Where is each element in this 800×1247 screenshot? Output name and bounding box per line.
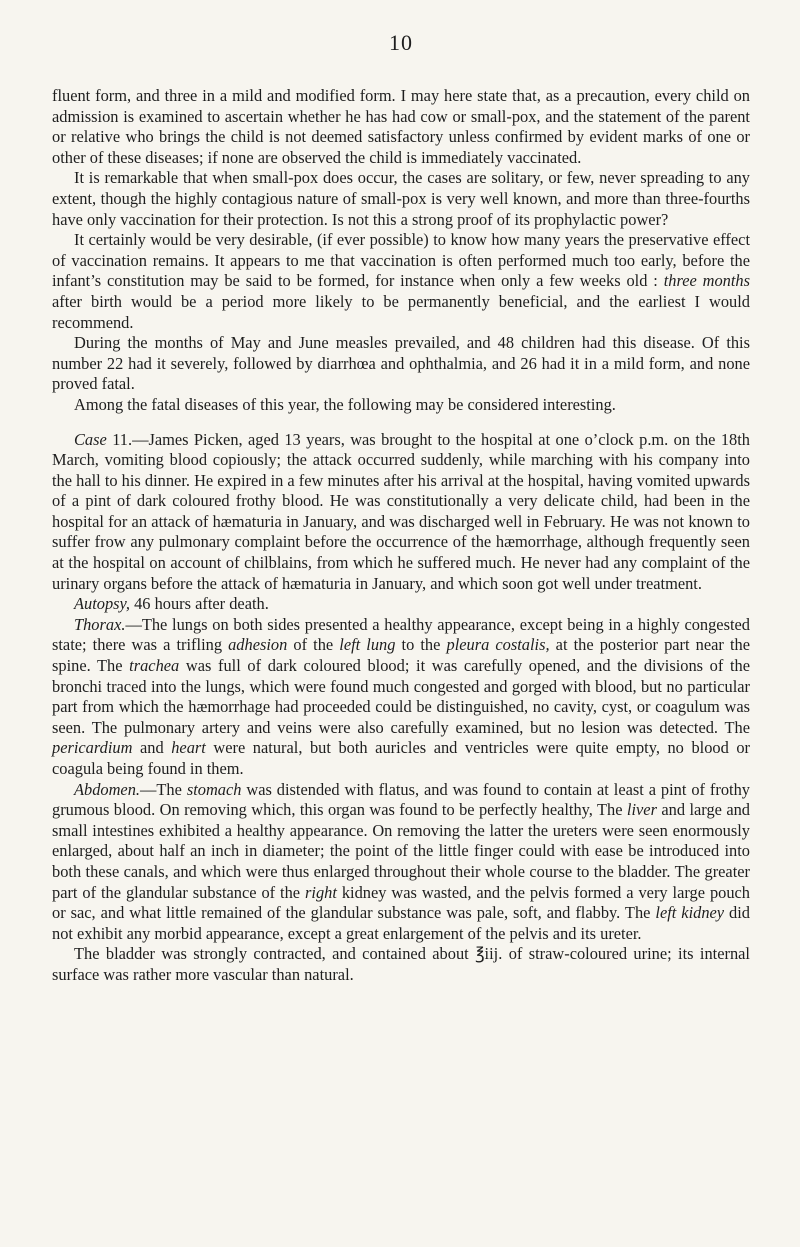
page-number: 10 [389, 30, 413, 55]
italic-text: trachea [129, 656, 180, 676]
italic-text: Abdomen. [74, 779, 141, 799]
text-segment: 11.—James Picken, aged 13 years, was brought to the hospital at one o’clock p.m. on the 18th March, vomiting blood copiously; the attack occurred suddenly, while marching with his company into the hall to his dinner. He expired in a few minutes after his arrival at the hospital, having vomited upwards of a pint of dark coloured frothy blood. He was constitutionally a very delicate child, had been in the hospital for an attack of hæmaturia in January, and was discharged well in February. He was not known to suffer frow any pulmonary complaint before the occurrence of the hæmorrhage, although frequently seen at the hospital on account of chilblains, from which he suffered much. He never had any complaint of the urinary organs before the attack of hæmaturia in January, and which soon got well under treatment. [52, 429, 750, 593]
body-text [52, 86, 750, 986]
text-segment: and [132, 738, 172, 758]
text-segment: after birth would be a period more likely to be permanently beneficial, and the earliest I would recommend. [52, 291, 750, 332]
paragraph-p4 [52, 333, 750, 395]
text-segment: was distended with flatus, and was found to contain at least a pint of frothy grumous blood. On removing which, this organ was found to be perfectly healthy, The [52, 779, 750, 820]
paragraph-p10 [52, 944, 750, 985]
text-segment: 46 hours after death. [130, 594, 269, 614]
paragraph-p3 [52, 230, 750, 333]
paragraph-p5 [52, 395, 750, 416]
italic-text: heart [171, 738, 206, 758]
text-segment: did not exhibit any morbid appearance, except a great enlargement of the pelvis and its ureter. [52, 903, 750, 943]
text-segment: kidney was wasted, and the pelvis formed a very large pouch or sac, and what little remained of the glandular substance was pale, soft, and flabby. The [52, 882, 750, 923]
italic-text: Case [74, 429, 107, 449]
italic-text: left kidney [655, 903, 725, 923]
paragraph-p9 [52, 780, 750, 945]
paragraph-p6 [52, 430, 750, 595]
text-segment: —The lungs on both sides presented a healthy appearance, except being in a highly congested state; there was a trifling [52, 614, 750, 655]
text-segment: It is remarkable that when small-pox does occur, the cases are solitary, or few, never spreading to any extent, though the highly contagious nature of small-pox is very well known, and more than three-fourths have only vaccination for their protection. Is not this a strong proof of its prophylactic power? [52, 168, 750, 229]
text-segment: Among the fatal diseases of this year, the following may be considered interesting. [74, 394, 616, 414]
paragraph-p8 [52, 615, 750, 780]
text-segment: —The [140, 779, 187, 799]
italic-text: pleura costalis, [446, 635, 550, 655]
text-segment: and large and small intestines exhibited a healthy appearance. On removing the latter the ureters were seen enormously enlarged, about half an inch in diameter; the point of the little finger could with ease be introduced into both these canals, and which were thus enlarged throughout their whole course to the bladder. The greater part of the glandular substance of the [52, 800, 750, 902]
italic-text: right [305, 882, 337, 902]
text-segment: The bladder was strongly contracted, and contained about ℥iij. of straw-coloured urine; its internal surface was rather more vascular than natural. [52, 944, 750, 984]
italic-text: Autopsy, [74, 594, 130, 614]
italic-text: left lung [339, 635, 396, 655]
italic-text: liver [626, 800, 657, 820]
italic-text: pericardium [52, 738, 133, 758]
italic-text: Thorax. [74, 614, 126, 634]
text-segment: of the [287, 635, 340, 655]
paragraph-p1 [52, 86, 750, 168]
text-segment: was full of dark coloured blood; it was carefully opened, and the divisions of the bronchi traced into the lungs, which were found much congested and gorged with blood, but no particular part from which the hæmorrhage had proceeded could be distinguished, no cavity, cyst, or coagulum was seen. The pulmonary artery and veins were also carefully examined, but no lesion was detected. The [52, 656, 750, 737]
paragraph-p7 [52, 594, 750, 615]
text-segment: fluent form, and three in a mild and modified form. I may here state that, as a precaution, every child on admission is examined to ascertain whether he has had cow or small-pox, and the statement of the parent or relative who brings the child is not deemed satisfactory unless confirmed by evident marks of one or other of these diseases; if none are observed the child is immediately vaccinated. [52, 86, 750, 167]
text-segment: During the months of May and June measles prevailed, and 48 children had this disease. Of this number 22 had it severely, followed by diarrhœa and ophthalmia, and 26 had it in a mild form, and none proved fatal. [52, 333, 750, 394]
italic-text: adhesion [228, 635, 288, 655]
text-segment: were natural, but both auricles and ventricles were quite empty, no blood or coagula being found in them. [52, 738, 750, 778]
text-segment: to the [395, 635, 447, 655]
paragraph-p2 [52, 168, 750, 230]
italic-text: three months [663, 271, 750, 291]
text-segment: It certainly would be very desirable, (if ever possible) to know how many years the preservative effect of vaccination remains. It appears to me that vaccination is often performed much too early, before the infant’s constitution may be said to be formed, for instance when only a few weeks old : [52, 230, 750, 291]
italic-text: stomach [186, 779, 242, 799]
text-segment: at the posterior part near the spine. The [52, 635, 750, 676]
